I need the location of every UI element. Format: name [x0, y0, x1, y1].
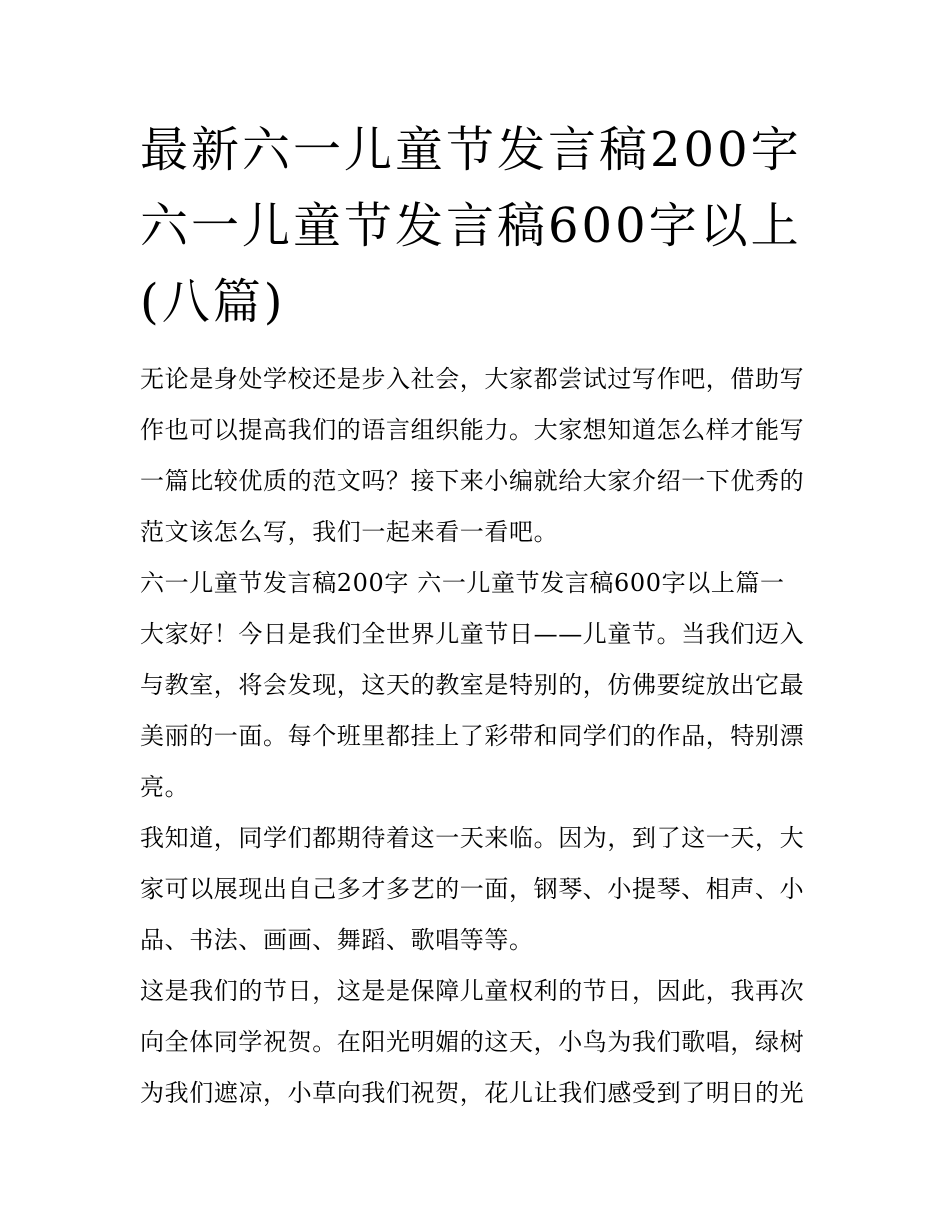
document-title [140, 112, 812, 340]
text-line: 作也可以提高我们的语言组织能力。大家想知道怎么样才能写 [140, 416, 805, 444]
text-line: 美丽的一面。每个班里都挂上了彩带和同学们的作品，特别漂 [140, 722, 805, 750]
text-line: 我知道，同学们都期待着这一天来临。因为，到了这一天，大 [140, 824, 805, 852]
text-line: 品、书法、画画、舞蹈、歌唱等等。 [140, 926, 534, 954]
title-line: (八篇) [140, 274, 286, 330]
document-content [140, 112, 812, 1119]
text-line: 为我们遮凉，小草向我们祝贺，花儿让我们感受到了明日的光 [140, 1079, 805, 1107]
body-paragraph [140, 966, 812, 1119]
text-line: 家可以展现出自己多才多艺的一面，钢琴、小提琴、相声、小 [140, 875, 805, 903]
text-line: 与教室，将会发现，这天的教室是特别的，仿佛要绽放出它最 [140, 671, 805, 699]
text-line: 向全体同学祝贺。在阳光明媚的这天，小鸟为我们歌唱，绿树 [140, 1028, 805, 1056]
section-heading [140, 558, 812, 609]
text-line: 无论是身处学校还是步入社会，大家都尝试过写作吧，借助写 [140, 365, 805, 393]
intro-paragraph [140, 354, 812, 558]
body-paragraph [140, 609, 812, 813]
title-line: 六一儿童节发言稿600字以上 [140, 198, 802, 254]
text-line: 这是我们的节日，这是是保障儿童权利的节日，因此，我再次 [140, 977, 805, 1005]
body-paragraph [140, 813, 812, 966]
text-line: 亮。 [140, 773, 190, 801]
text-line: 一篇比较优质的范文吗？接下来小编就给大家介绍一下优秀的 [140, 467, 805, 495]
title-line: 最新六一儿童节发言稿200字 [140, 122, 802, 178]
text-line: 六一儿童节发言稿200字 六一儿童节发言稿600字以上篇一 [140, 569, 785, 597]
text-line: 大家好！今日是我们全世界儿童节日——儿童节。当我们迈入 [140, 620, 805, 648]
text-line: 范文该怎么写，我们一起来看一看吧。 [140, 518, 559, 546]
